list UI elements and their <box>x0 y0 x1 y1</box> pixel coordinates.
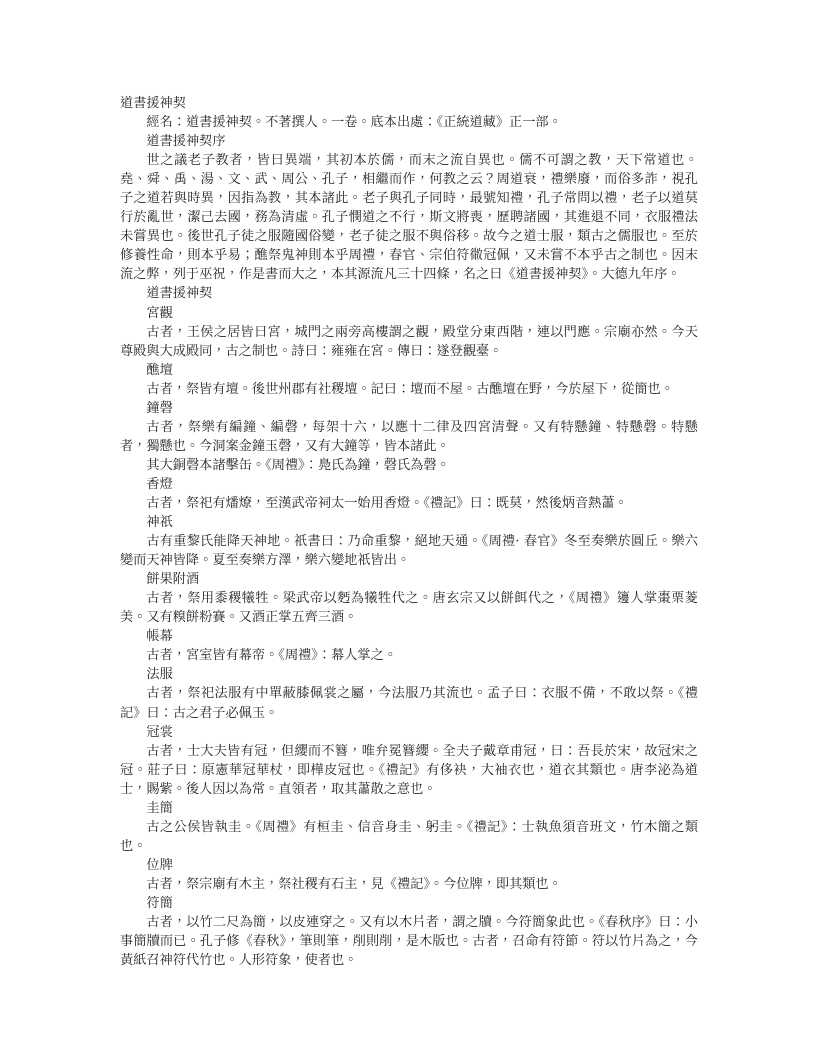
body-paragraph: 古者，士大夫皆有冠，但纓而不簪，唯弁冕簪纓。全夫子戴章甫冠，曰：吾長於宋，故冠宋之冠。莊子曰：原憲華冠華杖，即樺皮冠也。《禮記》有侈袂，大袖衣也，道衣其類也。唐李泌為道士，賜紫。後人因以為常。直領者，取其蕭散之意也。 <box>120 743 698 797</box>
body-paragraph: 古者，王侯之居皆曰宮，城門之兩旁高樓謂之觀，殿堂分東西階，連以門應。宗廟亦然。今天尊殿與大成殿同，古之制也。詩曰：雍雍在宮。傳曰：遂登觀臺。 <box>120 324 698 359</box>
section-heading: 宮觀 <box>146 305 173 321</box>
section-heading: 醮壇 <box>146 362 173 378</box>
section-heading: 香燈 <box>146 476 173 492</box>
section-heading: 神祇 <box>146 515 173 531</box>
body-paragraph: 古者，宮室皆有幕帟。《周禮》：幕人掌之。 <box>146 648 397 664</box>
section-heading: 道書援神契序 <box>146 134 226 150</box>
section-heading: 圭簡 <box>146 800 173 816</box>
body-paragraph: 古者，祭祀法服有中單蔽膝佩裳之屬，今法服乃其流也。孟子曰：衣服不備，不敢以祭。《禮記》曰：古之君子必佩玉。 <box>120 686 698 721</box>
section-heading: 冠裳 <box>146 724 173 740</box>
body-paragraph: 古者，祭用黍稷犧牲。梁武帝以麫為犧牲代之。唐玄宗又以餅餌代之，《周禮》籩人掌棗栗菱美。又有糗餅粉賽。又酒正掌五齊三酒。 <box>120 591 698 626</box>
section-heading: 位牌 <box>146 857 173 873</box>
section-heading: 道書援神契 <box>146 286 213 302</box>
section-heading: 鐘磬 <box>146 400 173 416</box>
body-paragraph: 古者，祭皆有壇。後世州郡有社稷壇。記曰：壇而不屋。古醮壇在野，今於屋下，從簡也。 <box>146 381 674 397</box>
body-paragraph: 古者，祭宗廟有木主，祭社稷有石主，見《禮記》。今位牌，即其類也。 <box>146 876 562 892</box>
body-paragraph: 其大銅磬本諸擊缶。《周禮》：鳧氏為鐘，磬氏為磬。 <box>146 457 450 473</box>
body-paragraph: 世之議老子教者，皆曰異端，其初本於儒，而末之流自異也。儒不可謂之教，天下常道也。堯、舜、禹、湯、文、武、周公、孔子，相繼而作，何教之云？周道衰，禮樂廢，而俗多詐，視孔子之道若與時異，因指為教，其本諸此。老子與孔子同時，最號知禮，孔子常問以禮，老子以道莫行於亂世，潔己去國，務為清虛。孔子憫道之不行，斯文將喪，歷聘諸國，其進退不同，衣服禮法未嘗異也。後世孔子徒之服隨國俗變，老子徒之服不與俗移。故今之道士服，類古之儒服也。至於修養性命，則本乎易；醮祭鬼神則本乎周禮，春官、宗伯符幑冠佩，又未嘗不本乎古之制也。因末流之弊，列于巫祝，作是書而大之，本其源流凡三十四條，名之曰《道書援神契》。大德九年序。 <box>120 153 698 283</box>
section-heading: 帳幕 <box>146 629 173 645</box>
text-column <box>120 94 698 970</box>
section-heading: 符簡 <box>146 895 173 911</box>
body-paragraph: 古者，以竹二尺為簡，以皮連穿之。又有以木片者，謂之牘。今符簡象此也。《春秋序》曰：小事簡牘而已。孔子修《春秋》，筆則筆，削則削，是木版也。古者，召命有符節。符以竹片為之，今黃紙召神符代竹也。人形符象，使者也。 <box>120 915 698 969</box>
body-paragraph: 經名：道書援神契。不著撰人。一卷。底本出處：《正統道藏》正一部。 <box>146 115 562 131</box>
body-paragraph: 古有重黎氏能降天神地。祇書曰：乃命重黎，絕地天通。《周禮· 春官》冬至奏樂於圓丘。樂六變而天神皆降。夏至奏樂方澤，樂六變地祇皆出。 <box>120 534 698 569</box>
body-paragraph: 古者，祭樂有編鐘、編磬，每架十六，以應十二律及四宮清聲。又有特懸鐘、特懸磬。特懸者，獨懸也。今洞案金鐘玉磬，又有大鐘等，皆本諸此。 <box>120 419 698 454</box>
section-heading: 法服 <box>146 667 173 683</box>
section-heading: 餅果附酒 <box>146 572 200 588</box>
body-paragraph: 古之公侯皆執圭。《周禮》有桓圭、信音身圭、躬圭。《禮記》：士執魚須音班文，竹木簡之類也。 <box>120 819 698 854</box>
page-title: 道書援神契 <box>120 96 186 111</box>
body-paragraph: 古者，祭祀有燔燎，至漢武帝祠太一始用香燈。《禮記》曰：既莫，然後炳音熱蕭。 <box>146 495 628 511</box>
